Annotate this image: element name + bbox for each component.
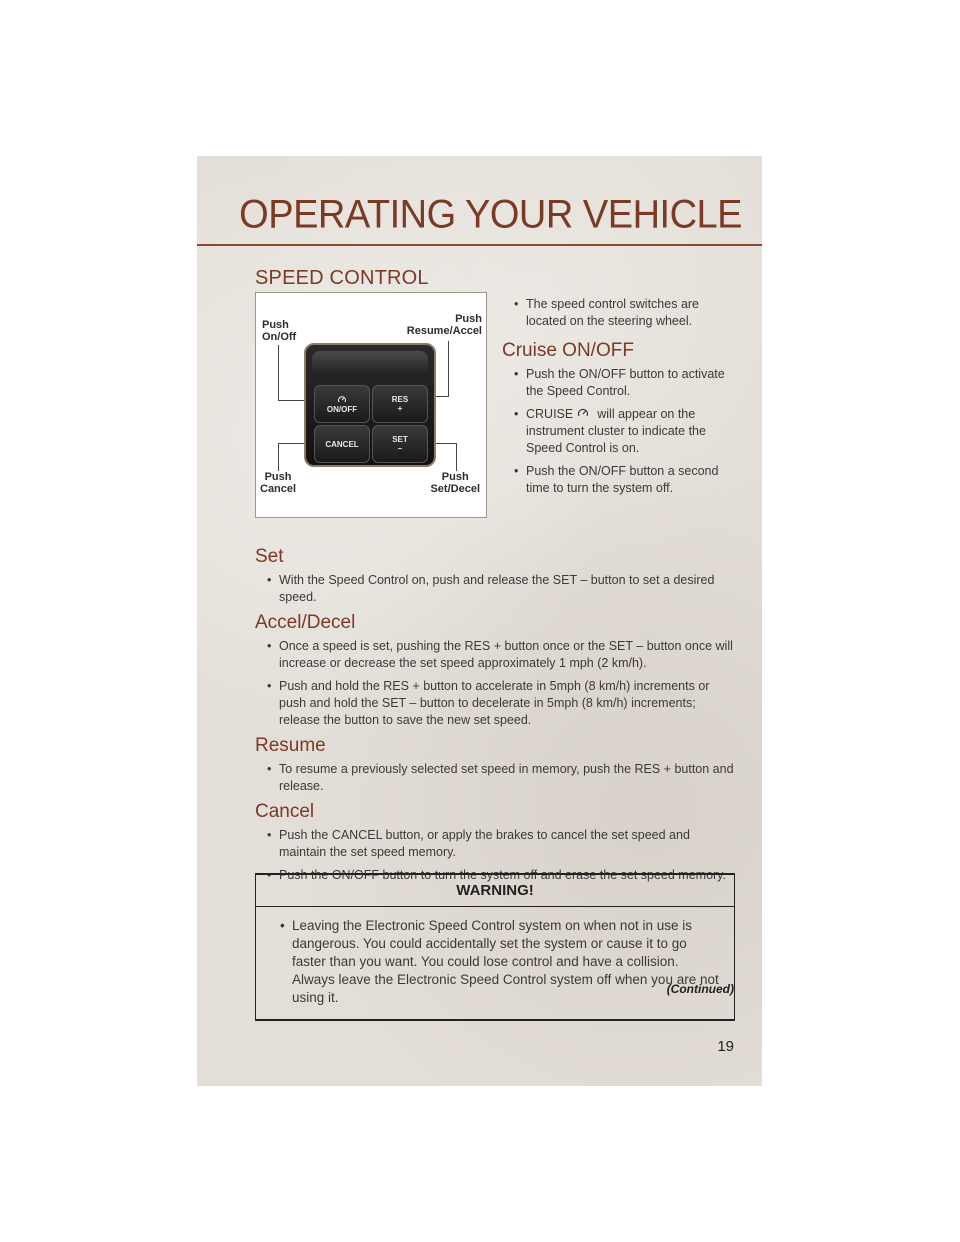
page-title: SPEED CONTROL xyxy=(255,267,429,289)
cancel-switch-label: CANCEL xyxy=(325,439,359,449)
switch-pad xyxy=(304,343,436,467)
res-switch xyxy=(372,385,428,423)
on-off-switch-label: ON/OFF xyxy=(326,404,358,414)
right-column xyxy=(502,296,742,503)
leader-line xyxy=(448,341,449,397)
set-switch-label: SET xyxy=(392,435,408,444)
resume-heading: Resume xyxy=(255,735,326,756)
warning-title: WARNING! xyxy=(256,875,734,907)
list-item: • The speed control switches are located on the steering wheel. xyxy=(502,296,742,330)
body-text xyxy=(255,540,735,890)
list-item: • Push the ON/OFF button to activate the Speed Control. xyxy=(502,366,742,400)
warning-list xyxy=(268,917,722,1007)
label-push-on-off: Push On/Off xyxy=(262,319,297,343)
leader-line xyxy=(456,443,457,471)
res-switch-label: RES xyxy=(391,395,409,404)
list-item: • To resume a previously selected set speed in memory, push the RES + button and release. xyxy=(255,761,735,795)
continued-note: (Continued) xyxy=(666,982,734,996)
set-switch-sign: – xyxy=(397,444,403,453)
warning-box xyxy=(255,873,735,1021)
cruise-indicator-text: will appear on the instrument cluster to indicate the Speed Control is on. xyxy=(526,407,706,455)
on-off-switch xyxy=(314,385,370,423)
leader-line xyxy=(278,443,279,471)
set-heading: Set xyxy=(255,546,284,567)
header-rule xyxy=(197,244,762,246)
switch-pad-top xyxy=(312,351,428,377)
speed-control-icon xyxy=(577,407,589,419)
intro-list xyxy=(502,296,742,330)
label-push-cancel: Push Cancel xyxy=(260,471,297,495)
list-item: • Leaving the Electronic Speed Control system on when not in use is dangerous. You could accidentally set the system or cause it to go faster than you want. You could lose control and have a collision. Always leave the Electronic Speed Control system off when you are not using it. xyxy=(268,917,722,1007)
label-push-set-decel: Push Set/Decel xyxy=(430,471,480,495)
list-item xyxy=(502,406,742,457)
page-number: 19 xyxy=(717,1038,734,1055)
accel-decel-heading: Accel/Decel xyxy=(255,612,356,633)
cruise-word: CRUISE xyxy=(526,407,574,421)
cruise-heading: Cruise ON/OFF xyxy=(502,340,634,361)
manual-page xyxy=(197,156,762,1086)
cancel-heading: Cancel xyxy=(255,801,315,822)
list-item: • Push and hold the RES + button to accelerate in 5mph (8 km/h) increments or push and hold the SET – button to decelerate in 5mph (8 km/h) increments; release the button to save the new set speed. xyxy=(255,678,735,729)
cancel-switch xyxy=(314,425,370,463)
section-header: OPERATING YOUR VEHICLE xyxy=(239,192,742,238)
warning-body xyxy=(256,907,734,1019)
speed-control-switch-figure xyxy=(255,292,487,518)
set-list xyxy=(255,572,735,606)
list-item: • With the Speed Control on, push and release the SET – button to set a desired speed. xyxy=(255,572,735,606)
res-switch-sign: + xyxy=(397,404,403,413)
list-item: • Push the ON/OFF button a second time to turn the system off. xyxy=(502,463,742,497)
speed-control-icon xyxy=(337,395,347,405)
accel-decel-list xyxy=(255,638,735,729)
list-item: • Push the CANCEL button, or apply the brakes to cancel the set speed and maintain the set speed memory. xyxy=(255,827,735,861)
resume-list xyxy=(255,761,735,795)
list-item: • Push the ON/OFF button to turn the system off and erase the set speed memory. xyxy=(255,867,735,884)
set-switch xyxy=(372,425,428,463)
list-item: • Once a speed is set, pushing the RES + button once or the SET – button once will increase or decrease the set speed approximately 1 mph (2 km/h). xyxy=(255,638,735,672)
cruise-list xyxy=(502,366,742,497)
leader-line xyxy=(278,345,279,401)
label-push-resume-accel: Push Resume/Accel xyxy=(406,313,482,337)
